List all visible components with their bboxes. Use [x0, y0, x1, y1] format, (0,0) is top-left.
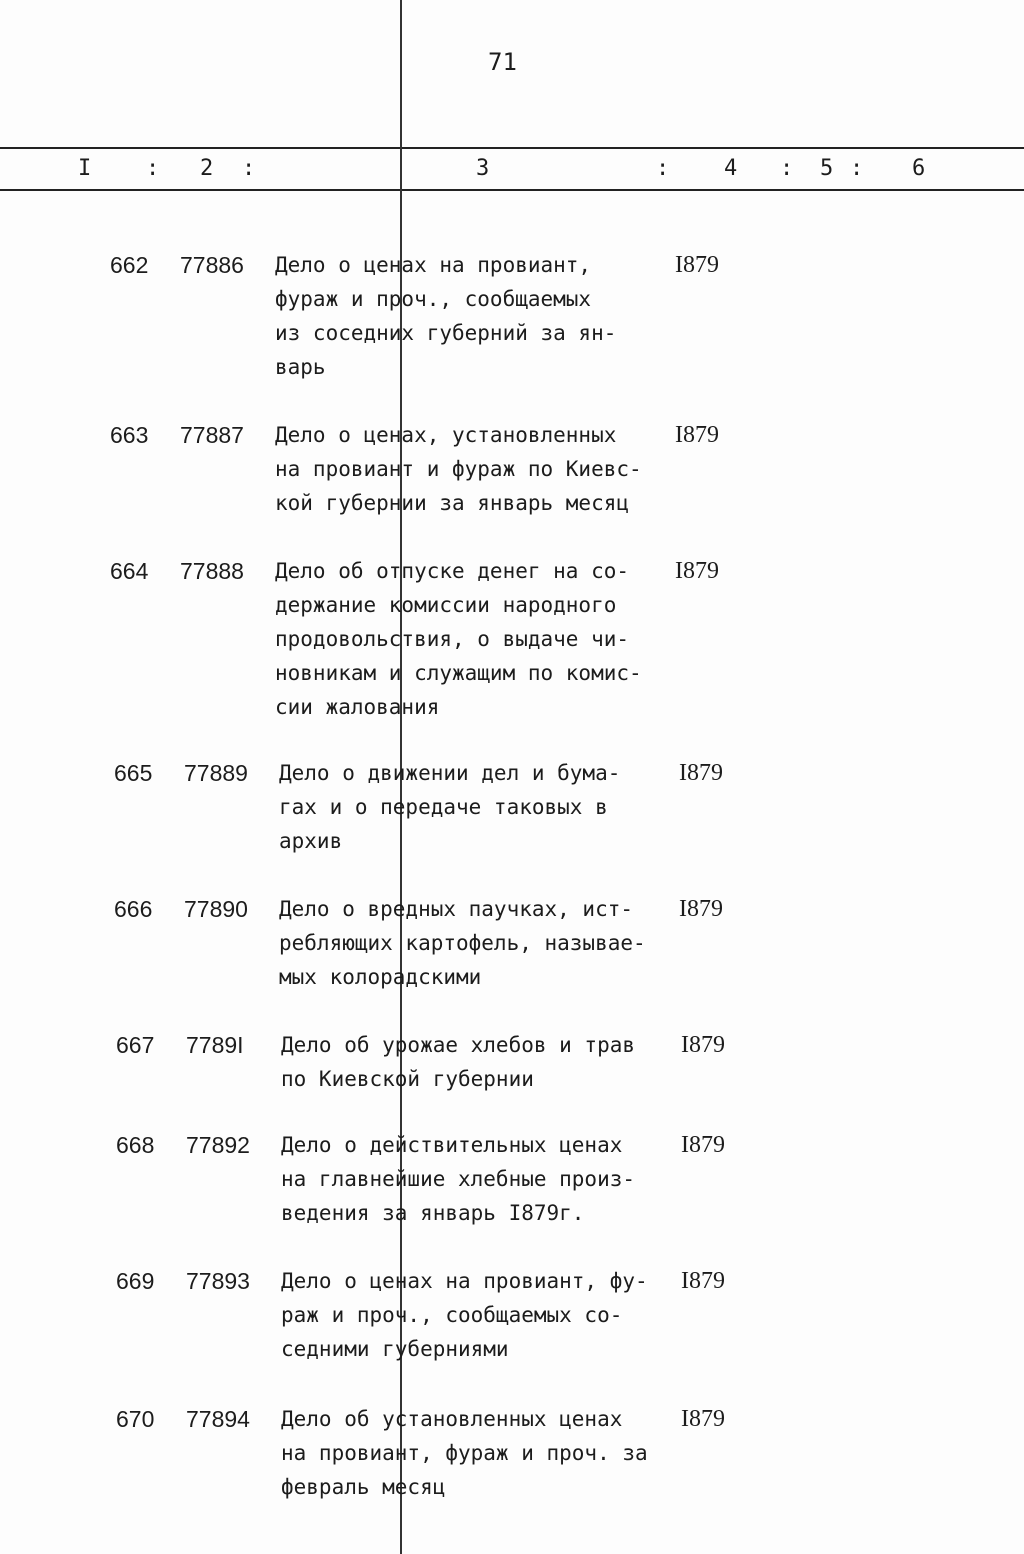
title-line: держание комиссии народного [275, 593, 617, 617]
title-line: Дело о движении дел и бума- [279, 761, 621, 785]
title-line: фураж и проч., сообщаемых [275, 287, 592, 311]
title-line: на главнейшие хлебные произ- [281, 1167, 636, 1191]
archive-number: 77886 [180, 252, 244, 278]
title-line: раж и проч., сообщаемых со- [281, 1303, 623, 1327]
title-line: ребляющих картофель, называе- [279, 931, 646, 955]
col-1: I [78, 156, 92, 181]
title-line: февраль месяц [281, 1475, 446, 1499]
title-line: Дело о ценах на провиант, фу- [281, 1269, 648, 1293]
col-3: 3 [476, 156, 490, 181]
title-line: Дело о ценах на провиант, [275, 253, 592, 277]
title-line: мых колорадскими [279, 965, 482, 989]
col-sep: : [850, 156, 864, 181]
title-line: Дело о ценах, установленных [275, 423, 617, 447]
archive-number: 77888 [180, 558, 244, 584]
col-4: 4 [724, 156, 738, 181]
item-number: 666 [114, 896, 153, 922]
item-number: 670 [116, 1406, 155, 1432]
col-6: 6 [912, 156, 926, 181]
item-title [275, 554, 642, 724]
title-line: Дело об отпуске денег на со- [275, 559, 630, 583]
header-bottom-rule [0, 189, 1024, 191]
item-year: I879 [679, 760, 723, 786]
item-title [275, 248, 616, 384]
item-number: 663 [110, 422, 149, 448]
title-line: Дело о вредных паучках, ист- [279, 897, 634, 921]
item-year: I879 [675, 422, 719, 448]
archive-number: 77890 [184, 896, 248, 922]
item-title [279, 756, 620, 858]
title-line: по Киевской губернии [281, 1067, 534, 1091]
title-line: гах и о передаче таковых в [279, 795, 608, 819]
title-line: продовольствия, о выдаче чи- [275, 627, 630, 651]
item-number: 669 [116, 1268, 155, 1294]
col-sep: : [242, 156, 256, 181]
title-line: варь [275, 355, 326, 379]
item-title [275, 418, 642, 520]
item-year: I879 [681, 1132, 725, 1158]
item-year: I879 [679, 896, 723, 922]
title-line: на провиант, фураж и проч. за [281, 1441, 648, 1465]
archive-number: 77892 [186, 1132, 250, 1158]
item-number: 668 [116, 1132, 155, 1158]
item-number: 664 [110, 558, 149, 584]
title-line: сии жалования [275, 695, 440, 719]
archive-number: 77887 [180, 422, 244, 448]
page-number: 71 [488, 48, 517, 76]
item-title [281, 1402, 648, 1504]
col-5: 5 [820, 156, 834, 181]
title-line: архив [279, 829, 343, 853]
item-year: I879 [675, 558, 719, 584]
title-line: Дело о действительных ценах [281, 1133, 623, 1157]
col-sep: : [780, 156, 794, 181]
item-title [281, 1264, 648, 1366]
title-line: из соседних губерний за ян- [275, 321, 617, 345]
item-year: I879 [675, 252, 719, 278]
item-title [281, 1028, 635, 1096]
item-year: I879 [681, 1268, 725, 1294]
item-number: 667 [116, 1032, 155, 1058]
col-sep: : [656, 156, 670, 181]
archive-number: 77893 [186, 1268, 250, 1294]
archive-number: 7789I [186, 1032, 244, 1058]
title-line: седними губерниями [281, 1337, 509, 1361]
col-sep: : [146, 156, 160, 181]
title-line: Дело об установленных ценах [281, 1407, 623, 1431]
col-2: 2 [200, 156, 214, 181]
item-title [279, 892, 646, 994]
item-year: I879 [681, 1406, 725, 1432]
title-line: на провиант и фураж по Киевс- [275, 457, 642, 481]
archive-number: 77894 [186, 1406, 250, 1432]
title-line: ведения за январь I879г. [281, 1201, 585, 1225]
header-top-rule [0, 147, 1024, 149]
item-number: 665 [114, 760, 153, 786]
item-year: I879 [681, 1032, 725, 1058]
title-line: кой губернии за январь месяц [275, 491, 630, 515]
title-line: новникам и служащим по комис- [275, 661, 642, 685]
archive-number: 77889 [184, 760, 248, 786]
item-title [281, 1128, 635, 1230]
title-line: Дело об урожае хлебов и трав [281, 1033, 636, 1057]
item-number: 662 [110, 252, 149, 278]
